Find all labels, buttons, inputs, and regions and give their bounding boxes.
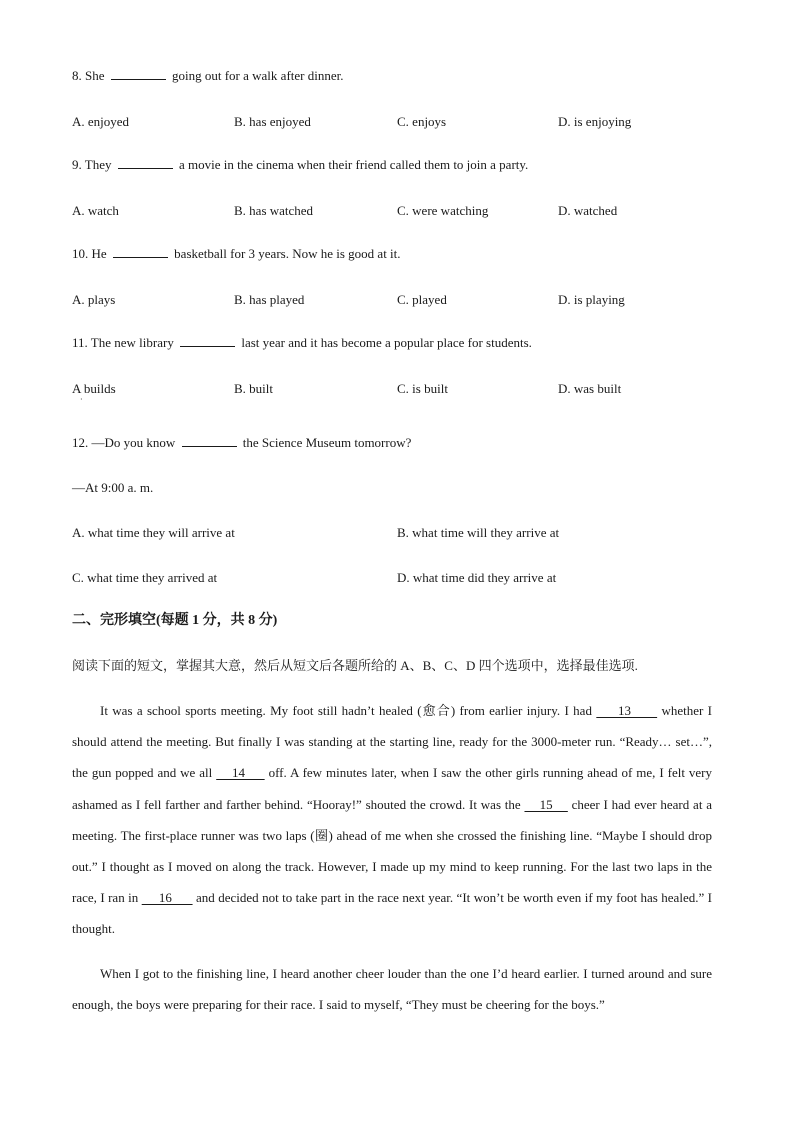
question-10 [72,246,401,262]
question-text-post: the Science Museum tomorrow? [242,435,412,450]
question-9 [72,157,528,173]
option-c: C. enjoys [397,114,447,129]
answer-blank [113,246,168,258]
question-number: 11. [72,335,88,350]
option-a: A. what time they will arrive at [72,525,235,540]
answer-blank [111,68,166,80]
answer-blank [118,157,173,169]
option-d: D. is playing [558,292,625,307]
question-8 [72,68,343,84]
question-12 [72,435,411,451]
option-b: B. has played [234,292,305,307]
option-a: A. watch [72,203,119,218]
option-a: A. enjoyed [72,114,130,129]
option-a: A builds [72,381,116,396]
option-d: D. what time did they arrive at [397,570,557,585]
section-instruction: 阅读下面的短文，掌握其大意，然后从短文后各题所给的 A、B、C、D 四个选项中，选择最佳选项. [72,658,638,673]
option-c: C. played [397,292,447,307]
question-text-pre: The new library [90,335,174,350]
option-c: C. what time they arrived at [72,570,218,585]
passage [72,695,712,1020]
question-text-pre: He [91,246,107,261]
question-text-pre: They [84,157,112,172]
option-b: B. has enjoyed [234,114,311,129]
question-text-post: a movie in the cinema when their friend called them to join a party. [178,157,529,172]
stray-dot: · [80,395,83,404]
option-d: D. watched [558,203,618,218]
question-number: 9. [72,157,82,172]
section-heading: 二、完形填空(每题 1 分，共 8 分) [72,613,278,628]
question-number: 8. [72,68,82,83]
blank-13: 13 [596,703,658,718]
option-b: B. what time will they arrive at [397,525,560,540]
question-text-post: basketball for 3 years. Now he is good at it. [174,246,401,261]
option-a: A. plays [72,292,116,307]
answer-blank [180,335,235,347]
question-text-pre: —Do you know [91,435,176,450]
option-d: D. was built [558,381,622,396]
passage-paragraph-1: It was a school sports meeting. My foot still hadn’t healed (愈合) from earlier injury. I had 13 whether I should attend the meeting. But finally I was standing at the starting line, ready for the 3000-meter run. “Ready… set…”, the gun popped and we all 14 off. A few minutes later, when I saw the other girls running ahead of me, I felt very ashamed as I fell farther and farther behind. “Hooray!” shouted the crowd. It was the 15 cheer I had ever heard at a meeting. The first-place runner was two laps (圈) ahead of me when she crossed the finishing line. “Maybe I should drop out.” I thought as I moved on along the track. However, I made up my mind to keep running. For the last two laps in the race, I ran in 16 and decided not to take part in the race next year. “It won’t be worth even if my foot has healed.” I thought. [72,703,713,937]
question-text-post: last year and it has become a popular place for students. [241,335,532,350]
question-text-pre: She [85,68,105,83]
question-11 [72,335,532,351]
blank-16: 16 [141,890,193,906]
blank-14: 14 [216,765,265,781]
passage-paragraph-2: When I got to the finishing line, I heard another cheer louder than the one I’d heard earlier. I turned around and sure enough, the boys were preparing for their race. I said to myself, “They must be cheering for the boys.” [72,965,712,1012]
option-c: C. were watching [397,203,489,218]
blank-15: 15 [524,796,568,812]
question-number: 10. [72,246,89,261]
answer-blank [182,435,237,447]
dialogue-answer: —At 9:00 a. m. [72,480,154,495]
option-b: B. built [234,381,274,396]
option-c: C. is built [397,381,448,396]
option-b: B. has watched [234,203,314,218]
question-text-post: going out for a walk after dinner. [172,68,344,83]
option-d: D. is enjoying [558,114,632,129]
question-number: 12. [72,435,89,450]
